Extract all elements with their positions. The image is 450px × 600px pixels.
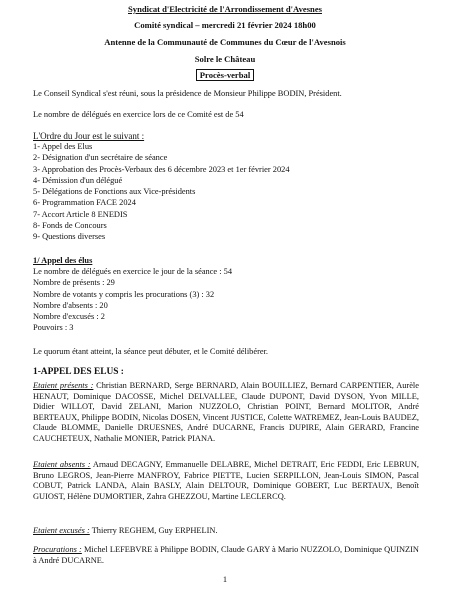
agenda-item: 1- Appel des Elus (33, 142, 93, 151)
absents-list: Arnaud DECAGNY, Emmanuelle DELABRE, Michel DETRAIT, Eric FEDDI, Eric LEBRUN, Bruno LEGROS, Jean-Pierre MANFROY, Fabrice PIETTE, Lucien SERPILLON, Jean-Louis SIMON, Pascal COBUT, Patrick LANDA, Alain BASLY, Alain DELTOUR, Dominique GOBERT, Luc BERTAUX, Benoît GUIOST, Hélène DUMORTIER, Zahra GHEZZOU, Martine LECLERCQ. (33, 460, 419, 501)
header-location: Antenne de la Communauté de Communes du Cœur de l'Avesnois (104, 37, 346, 47)
agenda-item: 7- Accort Article 8 ENEDIS (33, 210, 128, 219)
presents-list: Christian BERNARD, Serge BERNARD, Alain BOUILLIEZ, Bernard CARPENTIER, Aurèle HENAUT, Dominique DACOSSE, Michel DELVALLEE, Claude DUPONT, David DYSON, Yvon MILLE, Didier WILLOT, David ZELANI, Marion NUZZOLO, Christian POINT, Bernard MOLITOR, André BERTEAUX, Philippe BODIN, Nicolas DOSEN, Vincent JUSTICE, Colette WATREMEZ, Jean-Louis BAUDEZ, Claude BLOMME, Danielle DRUESNES, André DUCARNE, Francis DUPIRE, Alain GERARD, Francine CAUCHETEUX, Nathalie MONIER, Patrick PIANA. (33, 381, 419, 443)
appel-title: 1/ Appel des élus (33, 256, 93, 265)
agenda-item: 6- Programmation FACE 2024 (33, 198, 136, 207)
excuses-list: Thierry REGHEM, Guy ERPHELIN. (89, 526, 218, 535)
proces-verbal-title: Procès-verbal (196, 69, 254, 81)
appel-line: Nombre d'absents : 20 (33, 301, 108, 310)
page-number: 1 (222, 575, 228, 584)
agenda-item: 2- Désignation d'un secrétaire de séance (33, 153, 168, 162)
agenda-item: 5- Délégations de Fonctions aux Vice-présidents (33, 187, 196, 196)
appel-line: Nombre d'excusés : 2 (33, 312, 105, 321)
header-syndicat: Syndicat d'Electricité de l'Arrondissement d'Avesnes (128, 4, 322, 14)
procurations-paragraph (33, 545, 419, 566)
procurations-label: Procurations : (33, 545, 82, 554)
presents-paragraph (33, 381, 419, 445)
header-proces-verbal-wrap (0, 69, 450, 81)
agenda-item: 3- Approbation des Procès-Verbaux des 6 décembre 2023 et 1er février 2024 (33, 165, 290, 174)
absents-paragraph (33, 460, 419, 502)
intro-presidence: Le Conseil Syndical s'est réuni, sous la présidence de Monsieur Philippe BODIN, Président. (33, 89, 342, 98)
agenda-item: 8- Fonds de Concours (33, 221, 107, 230)
quorum-text: Le quorum étant atteint, la séance peut débuter, et le Comité délibérer. (33, 347, 269, 356)
excuses-label: Etaient excusés : (33, 526, 90, 535)
header-town: Solre le Château (194, 54, 256, 64)
agenda-item: 9- Questions diverses (33, 232, 106, 241)
procurations-list: Michel LEFEBVRE à Philippe BODIN, Claude GARY à Mario NUZZOLO, Dominique QUINZIN à André DUCARNE. (33, 545, 419, 565)
appel-line: Pouvoirs : 3 (33, 323, 74, 332)
appel-line: Nombre de présents : 29 (33, 278, 115, 287)
excuses-paragraph (33, 526, 419, 537)
intro-delegates-count: Le nombre de délégués en exercice lors de ce Comité est de 54 (33, 110, 244, 119)
agenda-item: 4- Démission d'un délégué (33, 176, 123, 185)
appel-line: Nombre de votants y compris les procurations (3) : 32 (33, 290, 215, 299)
header-meeting: Comité syndical – mercredi 21 février 2024 18h00 (134, 20, 316, 30)
agenda-title: L'Ordre du Jour est le suivant : (33, 131, 145, 141)
section-appel-des-elus-title: 1-APPEL DES ELUS : (33, 367, 124, 377)
presents-label: Etaient présents : (33, 381, 94, 390)
appel-line: Le nombre de délégués en exercice le jour de la séance : 54 (33, 267, 233, 276)
absents-label: Etaient absents : (33, 460, 91, 469)
